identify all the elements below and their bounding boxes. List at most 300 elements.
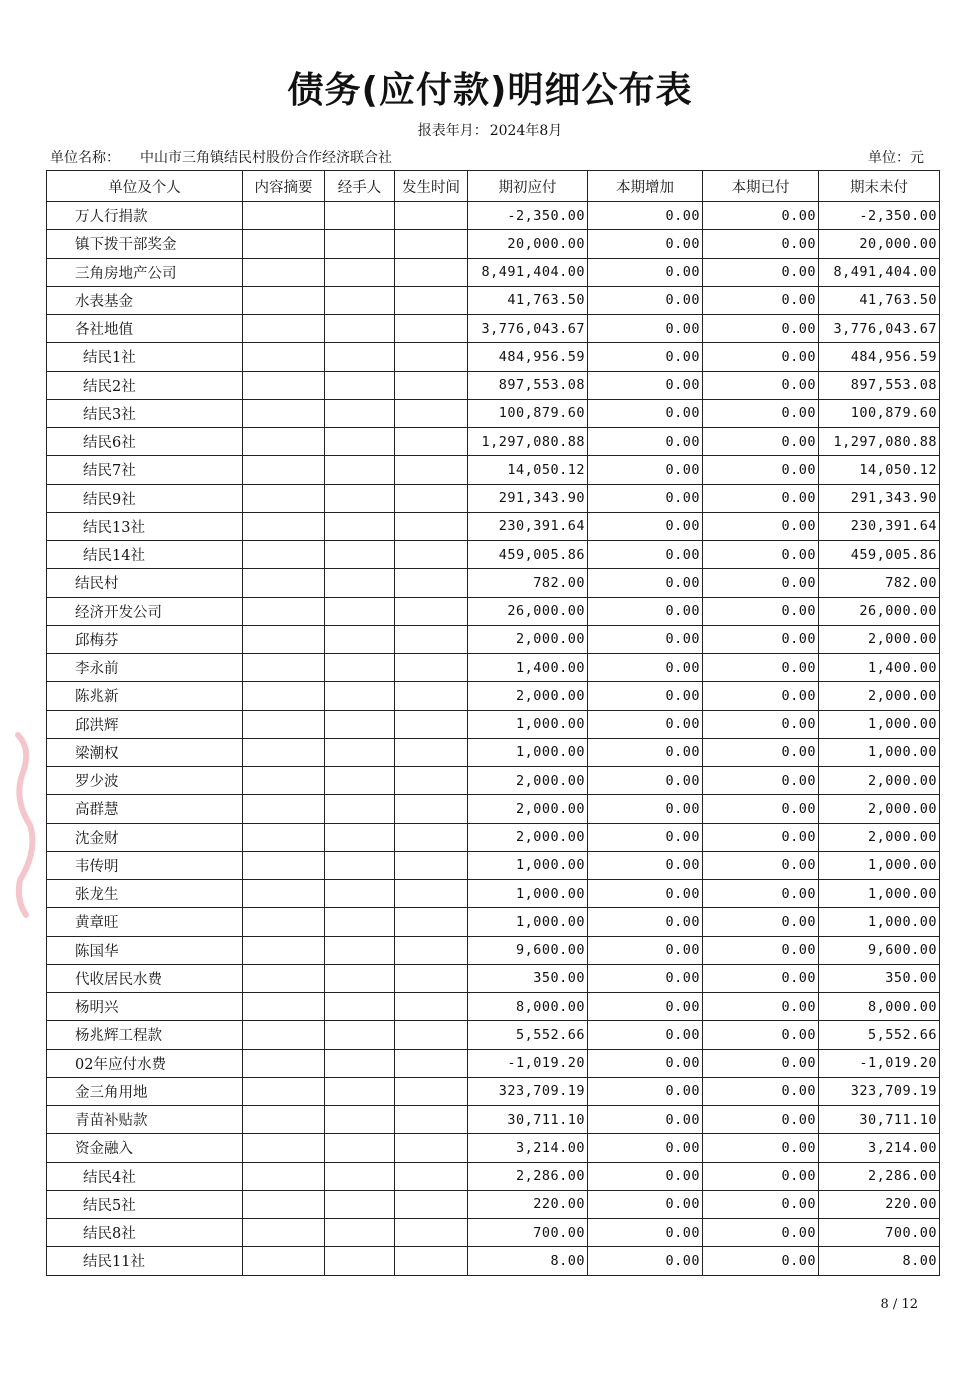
closing-unpaid-cell: 1,000.00 [819,908,940,936]
table-row [47,654,940,682]
closing-unpaid-cell: 1,400.00 [819,654,940,682]
opening-payable-cell: 8,000.00 [468,993,588,1021]
paid-cell: 0.00 [703,371,819,399]
table-row [47,908,940,936]
date-cell [395,1077,468,1105]
closing-unpaid-cell: 220.00 [819,1190,940,1218]
date-cell [395,569,468,597]
date-cell [395,1162,468,1190]
paid-cell: 0.00 [703,993,819,1021]
table-row [47,936,940,964]
entity-name-cell: 杨明兴 [47,993,243,1021]
table-row [47,625,940,653]
column-header-increase: 本期增加 [588,171,703,202]
paid-cell: 0.00 [703,908,819,936]
increase-cell: 0.00 [588,880,703,908]
table-row [47,795,940,823]
entity-name-cell: 结民8社 [47,1219,243,1247]
summary-cell [243,258,325,286]
handler-cell [325,343,395,371]
opening-payable-cell: 26,000.00 [468,597,588,625]
paid-cell: 0.00 [703,1247,819,1275]
table-row [47,767,940,795]
increase-cell: 0.00 [588,258,703,286]
summary-cell [243,315,325,343]
paid-cell: 0.00 [703,1021,819,1049]
paid-cell: 0.00 [703,512,819,540]
summary-cell [243,738,325,766]
paid-cell: 0.00 [703,1162,819,1190]
summary-cell [243,964,325,992]
paid-cell: 0.00 [703,286,819,314]
closing-unpaid-cell: 41,763.50 [819,286,940,314]
date-cell [395,654,468,682]
entity-name-cell: 各社地值 [47,315,243,343]
increase-cell: 0.00 [588,1247,703,1275]
handler-cell [325,1049,395,1077]
closing-unpaid-cell: 350.00 [819,964,940,992]
closing-unpaid-cell: 14,050.12 [819,456,940,484]
date-cell [395,880,468,908]
summary-cell [243,1219,325,1247]
increase-cell: 0.00 [588,484,703,512]
entity-name-cell: 结民11社 [47,1247,243,1275]
summary-cell [243,202,325,230]
handler-cell [325,795,395,823]
summary-cell [243,1021,325,1049]
handler-cell [325,202,395,230]
closing-unpaid-cell: 1,000.00 [819,710,940,738]
handler-cell [325,315,395,343]
entity-name-cell: 三角房地产公司 [47,258,243,286]
table-row [47,230,940,258]
opening-payable-cell: 1,000.00 [468,880,588,908]
table-row [47,343,940,371]
opening-payable-cell: 14,050.12 [468,456,588,484]
opening-payable-cell: 700.00 [468,1219,588,1247]
summary-cell [243,343,325,371]
opening-payable-cell: 1,000.00 [468,738,588,766]
increase-cell: 0.00 [588,738,703,766]
opening-payable-cell: 8,491,404.00 [468,258,588,286]
opening-payable-cell: 2,000.00 [468,682,588,710]
increase-cell: 0.00 [588,512,703,540]
date-cell [395,936,468,964]
closing-unpaid-cell: -1,019.20 [819,1049,940,1077]
opening-payable-cell: 1,297,080.88 [468,428,588,456]
handler-cell [325,682,395,710]
paid-cell: 0.00 [703,1219,819,1247]
paid-cell: 0.00 [703,767,819,795]
closing-unpaid-cell: 8,000.00 [819,993,940,1021]
increase-cell: 0.00 [588,1190,703,1218]
entity-name-cell: 金三角用地 [47,1077,243,1105]
opening-payable-cell: 1,400.00 [468,654,588,682]
entity-name-cell: 资金融入 [47,1134,243,1162]
handler-cell [325,908,395,936]
closing-unpaid-cell: 459,005.86 [819,541,940,569]
handler-cell [325,654,395,682]
handler-cell [325,738,395,766]
handler-cell [325,625,395,653]
summary-cell [243,512,325,540]
opening-payable-cell: 1,000.00 [468,851,588,879]
date-cell [395,512,468,540]
paid-cell: 0.00 [703,315,819,343]
closing-unpaid-cell: 100,879.60 [819,399,940,427]
table-row [47,399,940,427]
entity-name-cell: 经济开发公司 [47,597,243,625]
summary-cell [243,795,325,823]
entity-name-cell: 黄章旺 [47,908,243,936]
entity-name-cell: 结民2社 [47,371,243,399]
date-cell [395,1247,468,1275]
paid-cell: 0.00 [703,738,819,766]
summary-cell [243,625,325,653]
table-row [47,964,940,992]
increase-cell: 0.00 [588,1162,703,1190]
date-cell [395,738,468,766]
entity-name-cell: 邱洪辉 [47,710,243,738]
increase-cell: 0.00 [588,1134,703,1162]
date-cell [395,230,468,258]
closing-unpaid-cell: 700.00 [819,1219,940,1247]
summary-cell [243,230,325,258]
increase-cell: 0.00 [588,1049,703,1077]
date-cell [395,428,468,456]
handler-cell [325,1219,395,1247]
summary-cell [243,1247,325,1275]
table-row [47,993,940,1021]
increase-cell: 0.00 [588,767,703,795]
handler-cell [325,851,395,879]
paid-cell: 0.00 [703,230,819,258]
date-cell [395,399,468,427]
table-row [47,880,940,908]
closing-unpaid-cell: 291,343.90 [819,484,940,512]
entity-name-cell: 结民3社 [47,399,243,427]
entity-name-cell: 万人行捐款 [47,202,243,230]
opening-payable-cell: 2,000.00 [468,625,588,653]
closing-unpaid-cell: 2,000.00 [819,625,940,653]
increase-cell: 0.00 [588,964,703,992]
summary-cell [243,1049,325,1077]
opening-payable-cell: 30,711.10 [468,1106,588,1134]
date-cell [395,258,468,286]
table-row [47,484,940,512]
summary-cell [243,710,325,738]
closing-unpaid-cell: 8,491,404.00 [819,258,940,286]
increase-cell: 0.00 [588,541,703,569]
summary-cell [243,823,325,851]
opening-payable-cell: 782.00 [468,569,588,597]
date-cell [395,767,468,795]
entity-name-cell: 结民村 [47,569,243,597]
increase-cell: 0.00 [588,1219,703,1247]
entity-name-cell: 陈国华 [47,936,243,964]
handler-cell [325,710,395,738]
paid-cell: 0.00 [703,258,819,286]
opening-payable-cell: 2,000.00 [468,795,588,823]
entity-name-cell: 罗少波 [47,767,243,795]
entity-name-cell: 代收居民水费 [47,964,243,992]
table-body [47,202,940,1276]
closing-unpaid-cell: 5,552.66 [819,1021,940,1049]
closing-unpaid-cell: 1,000.00 [819,880,940,908]
increase-cell: 0.00 [588,908,703,936]
entity-name-cell: 结民7社 [47,456,243,484]
column-header-closing: 期末未付 [819,171,940,202]
entity-name-cell: 结民13社 [47,512,243,540]
opening-payable-cell: 230,391.64 [468,512,588,540]
date-cell [395,1190,468,1218]
increase-cell: 0.00 [588,371,703,399]
opening-payable-cell: 1,000.00 [468,710,588,738]
table-row [47,315,940,343]
paid-cell: 0.00 [703,484,819,512]
table-row [47,258,940,286]
paid-cell: 0.00 [703,1077,819,1105]
handler-cell [325,936,395,964]
entity-name-cell: 结民14社 [47,541,243,569]
opening-payable-cell: 5,552.66 [468,1021,588,1049]
summary-cell [243,1106,325,1134]
closing-unpaid-cell: -2,350.00 [819,202,940,230]
paid-cell: 0.00 [703,428,819,456]
handler-cell [325,880,395,908]
handler-cell [325,230,395,258]
summary-cell [243,286,325,314]
report-period [0,120,980,140]
opening-payable-cell: 3,776,043.67 [468,315,588,343]
summary-cell [243,1134,325,1162]
closing-unpaid-cell: 484,956.59 [819,343,940,371]
opening-payable-cell: 459,005.86 [468,541,588,569]
handler-cell [325,1190,395,1218]
closing-unpaid-cell: 2,000.00 [819,823,940,851]
date-cell [395,343,468,371]
paid-cell: 0.00 [703,569,819,597]
handler-cell [325,597,395,625]
closing-unpaid-cell: 3,214.00 [819,1134,940,1162]
paid-cell: 0.00 [703,851,819,879]
increase-cell: 0.00 [588,625,703,653]
summary-cell [243,428,325,456]
summary-cell [243,456,325,484]
date-cell [395,315,468,343]
opening-payable-cell: 350.00 [468,964,588,992]
date-cell [395,202,468,230]
paid-cell: 0.00 [703,880,819,908]
date-cell [395,1219,468,1247]
summary-cell [243,569,325,597]
increase-cell: 0.00 [588,936,703,964]
summary-cell [243,399,325,427]
increase-cell: 0.00 [588,823,703,851]
paid-cell: 0.00 [703,1106,819,1134]
entity-name-cell: 结民6社 [47,428,243,456]
paid-cell: 0.00 [703,710,819,738]
handler-cell [325,993,395,1021]
closing-unpaid-cell: 2,286.00 [819,1162,940,1190]
handler-cell [325,541,395,569]
entity-name-cell: 高群慧 [47,795,243,823]
paid-cell: 0.00 [703,343,819,371]
closing-unpaid-cell: 1,297,080.88 [819,428,940,456]
currency-unit: 单位：元 [868,150,924,166]
closing-unpaid-cell: 30,711.10 [819,1106,940,1134]
handler-cell [325,1021,395,1049]
closing-unpaid-cell: 1,000.00 [819,738,940,766]
increase-cell: 0.00 [588,569,703,597]
date-cell [395,851,468,879]
entity-name-cell: 沈金财 [47,823,243,851]
table-row [47,1219,940,1247]
increase-cell: 0.00 [588,682,703,710]
entity-name-cell: 邱梅芬 [47,625,243,653]
entity-name-cell: 陈兆新 [47,682,243,710]
opening-payable-cell: 291,343.90 [468,484,588,512]
date-cell [395,625,468,653]
closing-unpaid-cell: 9,600.00 [819,936,940,964]
closing-unpaid-cell: 1,000.00 [819,851,940,879]
summary-cell [243,371,325,399]
increase-cell: 0.00 [588,654,703,682]
date-cell [395,908,468,936]
paid-cell: 0.00 [703,625,819,653]
table-row [47,286,940,314]
paid-cell: 0.00 [703,399,819,427]
entity-name-cell: 杨兆辉工程款 [47,1021,243,1049]
table-header-row [47,171,940,202]
table-row [47,1049,940,1077]
column-header-entity: 单位及个人 [47,171,243,202]
summary-cell [243,541,325,569]
paid-cell: 0.00 [703,654,819,682]
handler-cell [325,456,395,484]
date-cell [395,371,468,399]
table-row [47,1077,940,1105]
increase-cell: 0.00 [588,399,703,427]
table-row [47,1190,940,1218]
table-row [47,851,940,879]
entity-name-cell: 韦传明 [47,851,243,879]
increase-cell: 0.00 [588,597,703,625]
paid-cell: 0.00 [703,1134,819,1162]
handler-cell [325,258,395,286]
table-row [47,1134,940,1162]
increase-cell: 0.00 [588,343,703,371]
paid-cell: 0.00 [703,682,819,710]
summary-cell [243,767,325,795]
closing-unpaid-cell: 2,000.00 [819,682,940,710]
increase-cell: 0.00 [588,1077,703,1105]
entity-name-cell: 张龙生 [47,880,243,908]
red-stamp-mark [8,730,44,920]
handler-cell [325,399,395,427]
closing-unpaid-cell: 323,709.19 [819,1077,940,1105]
increase-cell: 0.00 [588,428,703,456]
column-header-date: 发生时间 [395,171,468,202]
date-cell [395,286,468,314]
closing-unpaid-cell: 782.00 [819,569,940,597]
increase-cell: 0.00 [588,230,703,258]
opening-payable-cell: 484,956.59 [468,343,588,371]
date-cell [395,710,468,738]
date-cell [395,993,468,1021]
opening-payable-cell: 3,214.00 [468,1134,588,1162]
increase-cell: 0.00 [588,456,703,484]
increase-cell: 0.00 [588,1021,703,1049]
date-cell [395,541,468,569]
handler-cell [325,1162,395,1190]
closing-unpaid-cell: 20,000.00 [819,230,940,258]
report-period-value: 2024年8月 [489,123,563,139]
increase-cell: 0.00 [588,851,703,879]
closing-unpaid-cell: 897,553.08 [819,371,940,399]
summary-cell [243,1190,325,1218]
opening-payable-cell: 2,000.00 [468,823,588,851]
column-header-paid: 本期已付 [703,171,819,202]
entity-name-cell: 李永前 [47,654,243,682]
paid-cell: 0.00 [703,456,819,484]
unit-name-label: 单位名称： [50,150,120,166]
column-header-handler: 经手人 [325,171,395,202]
entity-name-cell: 水表基金 [47,286,243,314]
table-row [47,1162,940,1190]
summary-cell [243,654,325,682]
table-row [47,823,940,851]
handler-cell [325,823,395,851]
table-row [47,512,940,540]
paid-cell: 0.00 [703,936,819,964]
summary-cell [243,682,325,710]
table-row [47,371,940,399]
summary-cell [243,993,325,1021]
entity-name-cell: 结民1社 [47,343,243,371]
date-cell [395,1021,468,1049]
date-cell [395,1106,468,1134]
handler-cell [325,569,395,597]
handler-cell [325,484,395,512]
handler-cell [325,1077,395,1105]
table-row [47,710,940,738]
opening-payable-cell: 1,000.00 [468,908,588,936]
handler-cell [325,428,395,456]
opening-payable-cell: 323,709.19 [468,1077,588,1105]
summary-cell [243,1077,325,1105]
date-cell [395,964,468,992]
paid-cell: 0.00 [703,541,819,569]
table-row [47,1106,940,1134]
increase-cell: 0.00 [588,1106,703,1134]
date-cell [395,1049,468,1077]
paid-cell: 0.00 [703,1049,819,1077]
handler-cell [325,371,395,399]
entity-name-cell: 镇下拨干部奖金 [47,230,243,258]
summary-cell [243,936,325,964]
column-header-summary: 内容摘要 [243,171,325,202]
page-title: 债务(应付款)明细公布表 [287,70,693,111]
increase-cell: 0.00 [588,202,703,230]
opening-payable-cell: 2,286.00 [468,1162,588,1190]
opening-payable-cell: 100,879.60 [468,399,588,427]
table-row [47,682,940,710]
column-header-opening: 期初应付 [468,171,588,202]
opening-payable-cell: -2,350.00 [468,202,588,230]
date-cell [395,1134,468,1162]
opening-payable-cell: 8.00 [468,1247,588,1275]
